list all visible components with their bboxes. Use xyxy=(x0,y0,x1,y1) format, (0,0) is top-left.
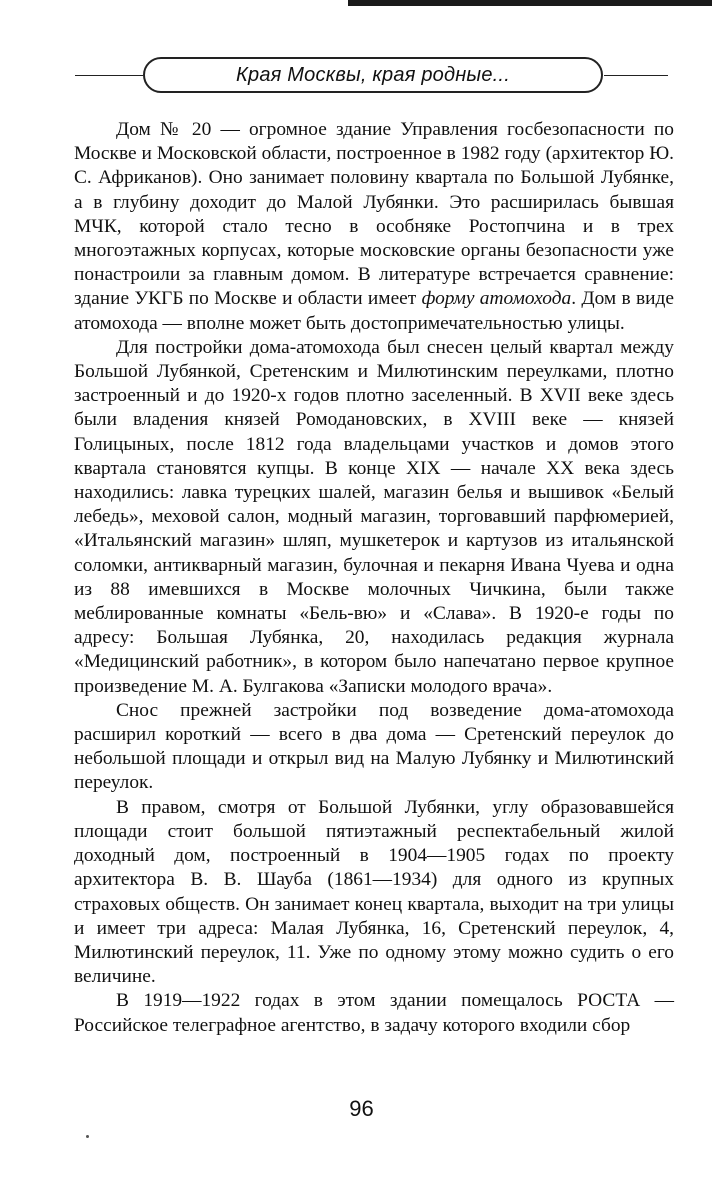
header-rule-right xyxy=(604,75,668,76)
header-rule-left xyxy=(75,75,143,76)
running-header xyxy=(143,57,603,93)
running-header-title: Края Москвы, края родные... xyxy=(236,63,510,86)
body-text xyxy=(74,118,674,1038)
paragraph-text: . Дом в виде атомохода — вполне может быть достопримечательностью улицы. xyxy=(74,288,674,334)
paragraph: Для постройки дома-атомохода был снесен целый квартал между Большой Лубянкой, Сретенским и Милютинским переулками, плотно застроенный и до 1920-х годов плотно заселенный. В XVII веке здесь были владения князей Ромодановских, в XVIII веке — князей Голицыных, после 1812 года владельцами участков и домов этого квартала становятся купцы. В конце XIX — начале XX века здесь находились: лавка турецких шалей, магазин белья и вышивок «Белый лебедь», меховой салон, модный магазин, торговавший парфюмерией, «Итальянский магазин» шляп, мушкетерок и картузов из итальянской соломки, антикварный магазин, булочная и пекарня Ивана Чуева и одна из 88 имевшихся в Москве молочных Чичкина, были также меблированные комнаты «Бель-вю» и «Слава». В 1920-е годы по адресу: Большая Лубянка, 20, находилась редакция журнала «Медицинский работник», в котором было напечатано первое крупное произведение М. А. Булгакова «Записки молодого врача». xyxy=(74,336,674,697)
scan-speck xyxy=(86,1135,89,1138)
emphasis-text: форму атомохода xyxy=(421,288,572,310)
page-number: 96 xyxy=(349,1096,374,1121)
paragraph: Снос прежней застройки под возведение дома-атомохода расширил короткий — всего в два дома — Сретенский переулок до небольшой площади и открыл вид на Малую Лубянку и Милютинский переулок. xyxy=(74,699,674,794)
paragraph: В 1919—1922 годах в этом здании помещалось РОСТА — Российское телеграфное агентство, в задачу которого входили сбор xyxy=(74,990,674,1036)
paragraph: В правом, смотря от Большой Лубянки, углу образовавшейся площади стоит большой пятиэтажный респектабельный жилой доходный дом, построенный в 1904—1905 годах по проекту архитектора В. В. Шауба (1861—1934) для одного из крупных страховых обществ. Он занимает конец квартала, выходит на три улицы и имеет три адреса: Малая Лубянка, 16, Сретенский переулок, 4, Милютинский переулок, 11. Уже по одному этому можно судить о его величине. xyxy=(74,796,674,988)
top-edge-rule xyxy=(348,0,712,6)
paragraph xyxy=(74,118,674,336)
paragraph-text: Дом № 20 — огромное здание Управления госбезопасности по Москве и Московской области, построенное в 1982 году (архитектор Ю. С. Африканов). Оно занимает половину квартала по Большой Лубянке, а в глубину доходит до Малой Лубянки. Это расширилась бывшая МЧК, которой стало тесно в особняке Ростопчина и в трех многоэтажных корпусах, которые московские органы безопасности уже понастроили за главным домом. В литературе встречается сравнение: здание УКГБ по Москве и области имеет xyxy=(74,119,674,310)
